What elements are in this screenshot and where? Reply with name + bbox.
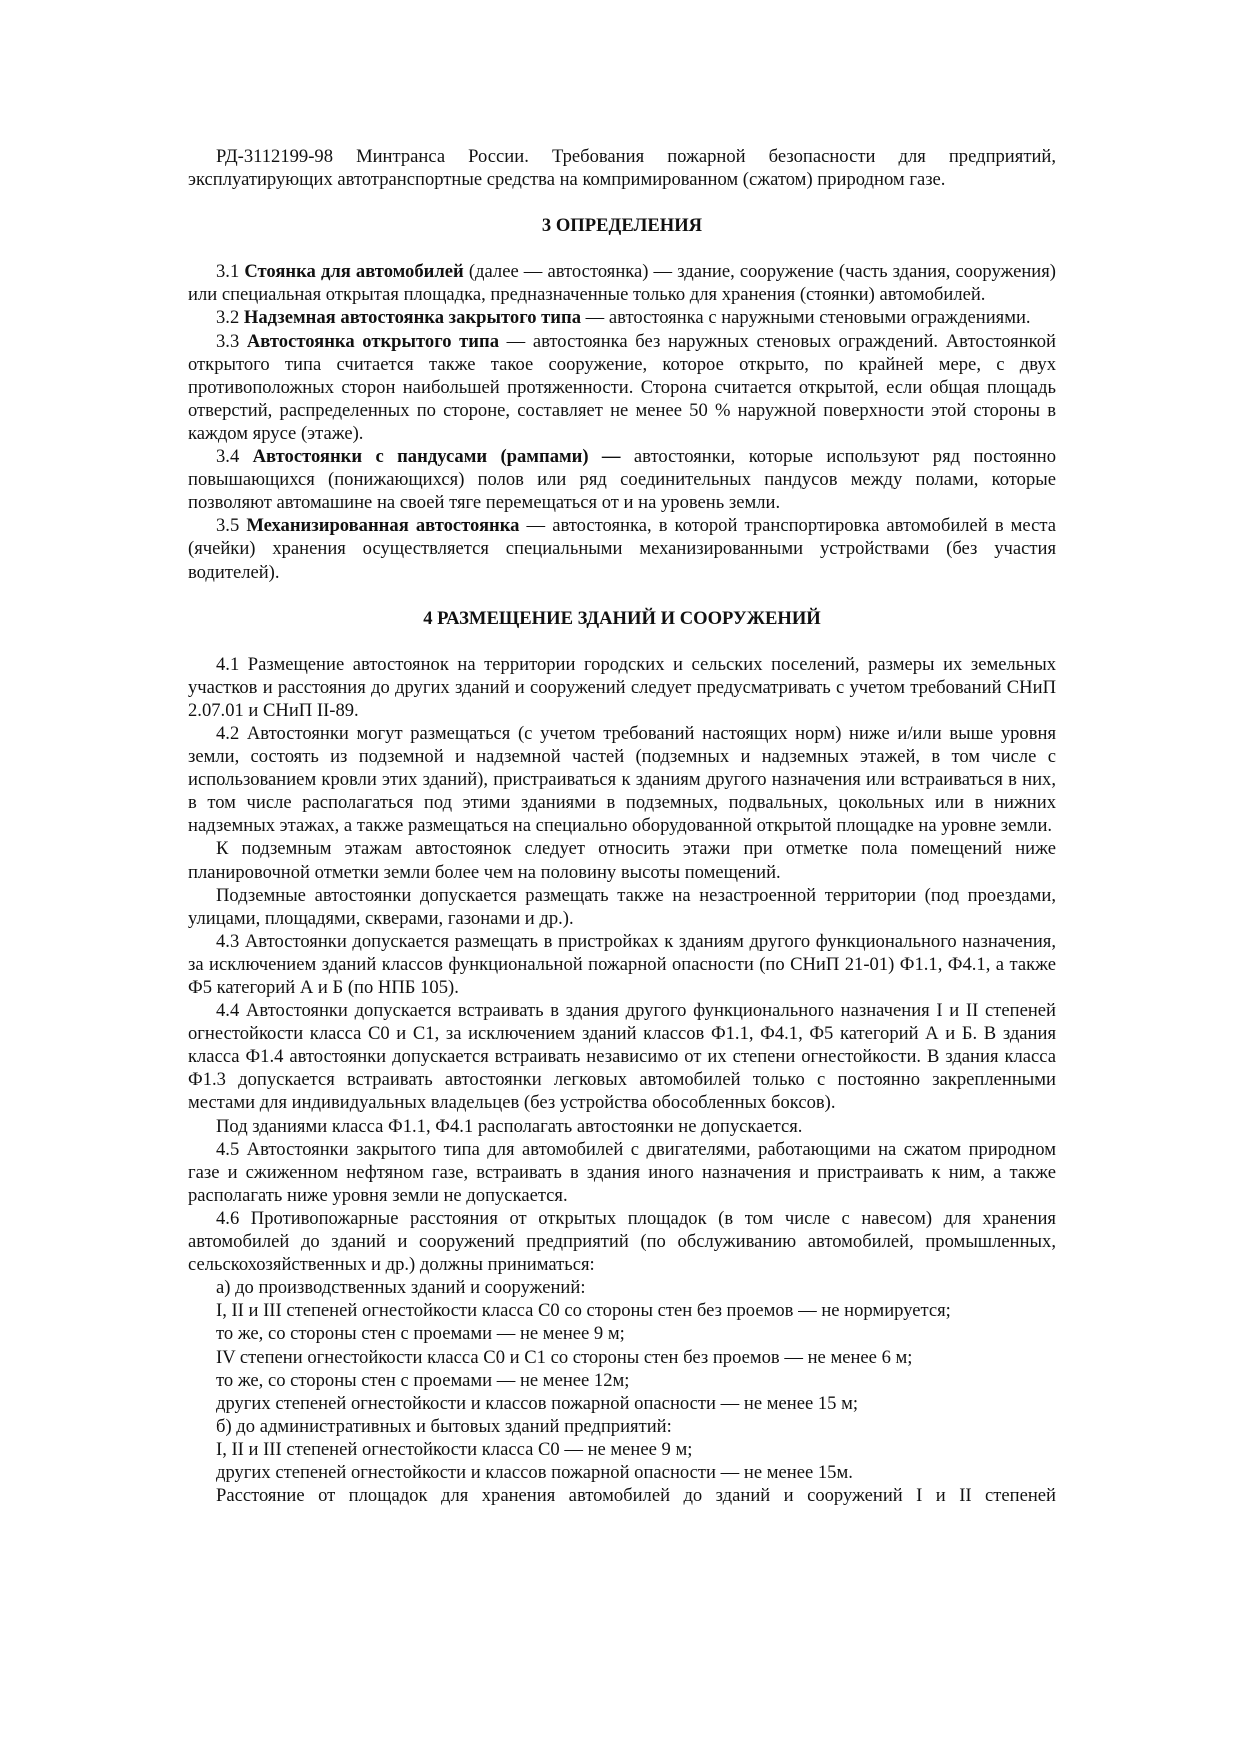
term: Механизированная автостоянка	[246, 515, 520, 537]
definition-3-3: 3.3 Автостоянка открытого типа — автостоянка без наружных стеновых ограждений. Автостоянкой открытого типа считается также такое сооружение, которое открыто, по крайней мере, с двух противоположных сторон наибольшей протяженности. Сторона считается открытой, если общая площадь отверстий, распределенных по стороне, составляет не менее 50 % наружной поверхности этой стороны в каждом ярусе (этаже).	[188, 330, 1057, 444]
list-item: а) до производственных зданий и сооружений:	[216, 1277, 586, 1299]
definition-3-5: 3.5 Механизированная автостоянка — автостоянка, в которой транспортировка автомобилей в места (ячейки) хранения осуществляется специальными механизированными устройствами (без участия водителей).	[188, 515, 1056, 583]
list-item: то же, со стороны стен с проемами — не менее 12м;	[216, 1369, 630, 1391]
document-page	[188, 145, 1056, 1507]
list-item: других степеней огнестойкости и классов пожарной опасности — не менее 15 м;	[216, 1392, 859, 1414]
section-3-title: 3 ОПРЕДЕЛЕНИЯ	[541, 215, 703, 237]
definition-3-1: 3.1 Стоянка для автомобилей (далее — автостоянка) — здание, сооружение (часть здания, сооружения) или специальная открытая площадка, предназначенные только для хранения (стоянки) автомобилей.	[188, 261, 1056, 306]
term: Автостоянка открытого типа	[246, 330, 499, 352]
list-item: то же, со стороны стен с проемами — не менее 9 м;	[216, 1323, 625, 1345]
list-item: б) до административных и бытовых зданий предприятий:	[216, 1415, 672, 1437]
list-item: других степеней огнестойкости и классов пожарной опасности — не менее 15м.	[216, 1461, 853, 1483]
intro-paragraph: РД-3112199-98 Минтранса России. Требования пожарной безопасности для предприятий, эксплуатирующих автотранспортные средства на компримированном (сжатом) природном газе.	[188, 146, 1056, 191]
paragraph-4-4: 4.4 Автостоянки допускается встраивать в здания другого функционального назначения I и II степеней огнестойкости класса С0 и С1, за исключением зданий классов Ф1.1, Ф4.1, Ф5 категорий А и Б. В здания класса Ф1.4 автостоянки допускается встраивать независимо от их степени огнестойкости. В здания класса Ф1.3 допускается встраивать автостоянки легковых автомобилей только с постоянно закрепленными местами для индивидуальных владельцев (без устройства обособленных боксов).	[188, 1000, 1056, 1114]
paragraph-4-1: 4.1 Размещение автостоянок на территории городских и сельских поселений, размеры их земельных участков и расстояния до других зданий и сооружений следует предусматривать с учетом требований СНиП 2.07.01 и СНиП II-89.	[188, 653, 1056, 721]
paragraph-4-5: 4.5 Автостоянки закрытого типа для автомобилей с двигателями, работающими на сжатом природном газе и сжиженном нефтяном газе, встраивать в здания иного назначения и пристраивать к ним, а также располагать ниже уровня земли не допускается.	[188, 1138, 1056, 1206]
paragraph: Под зданиями класса Ф1.1, Ф4.1 располагать автостоянки не допускается.	[216, 1115, 803, 1137]
paragraph-4-6: 4.6 Противопожарные расстояния от открытых площадок (в том числе с навесом) для хранения автомобилей до зданий и сооружений предприятий (по обслуживанию автомобилей, промышленных, сельскохозяйственных и др.) должны приниматься:	[188, 1207, 1056, 1276]
paragraph-4-3: 4.3 Автостоянки допускается размещать в пристройках к зданиям другого функционального назначения, за исключением зданий классов функциональной пожарной опасности (по СНиП 21-01) Ф1.1, Ф4.1, а также Ф5 категорий А и Б (по НПБ 105).	[188, 930, 1056, 998]
term: Стоянка для автомобилей	[244, 261, 464, 283]
list-item: I, II и III степеней огнестойкости класса С0 — не менее 9 м;	[216, 1438, 693, 1460]
last-line: Расстояние от площадок для хранения автомобилей до зданий и сооружений I и II степеней	[216, 1485, 1056, 1507]
paragraph: Подземные автостоянки допускается размещать также на незастроенной территории (под проездами, улицами, площадями, скверами, газонами и др.).	[188, 884, 1056, 929]
term: Автостоянки с пандусами (рампами) —	[252, 446, 621, 468]
definition-3-4: 3.4 Автостоянки с пандусами (рампами) — автостоянки, которые используют ряд постоянно повышающихся (понижающихся) полов или ряд соединительных пандусов между полами, которые позволяют автомашине на своей тяге перемещаться от и на уровень земли.	[188, 446, 1057, 514]
definition-3-2: 3.2 Надземная автостоянка закрытого типа — автостоянка с наружными стеновыми ограждениями.	[216, 307, 1031, 329]
term: Надземная автостоянка закрытого типа	[243, 307, 581, 329]
list-item: IV степени огнестойкости класса С0 и С1 со стороны стен без проемов — не менее 6 м;	[216, 1346, 913, 1368]
section-4-title: 4 РАЗМЕЩЕНИЕ ЗДАНИЙ И СООРУЖЕНИЙ	[423, 607, 821, 629]
paragraph-4-2: 4.2 Автостоянки могут размещаться (с учетом требований настоящих норм) ниже и/или выше уровня земли, состоять из подземной и надземной частей (подземных и надземных этажей, в том числе с использованием кровли этих зданий), пристраиваться к зданиям другого назначения или встраиваться в них, в том числе располагаться под этими зданиями в подземных, подвальных, цокольных или в нижних надземных этажах, а также размещаться на специально оборудованной открытой площадке на уровне земли.	[188, 722, 1056, 837]
paragraph: К подземным этажам автостоянок следует относить этажи при отметке пола помещений ниже планировочной отметки земли более чем на половину высоты помещений.	[188, 838, 1056, 883]
list-item: I, II и III степеней огнестойкости класса С0 со стороны стен без проемов — не нормируется;	[216, 1300, 951, 1322]
